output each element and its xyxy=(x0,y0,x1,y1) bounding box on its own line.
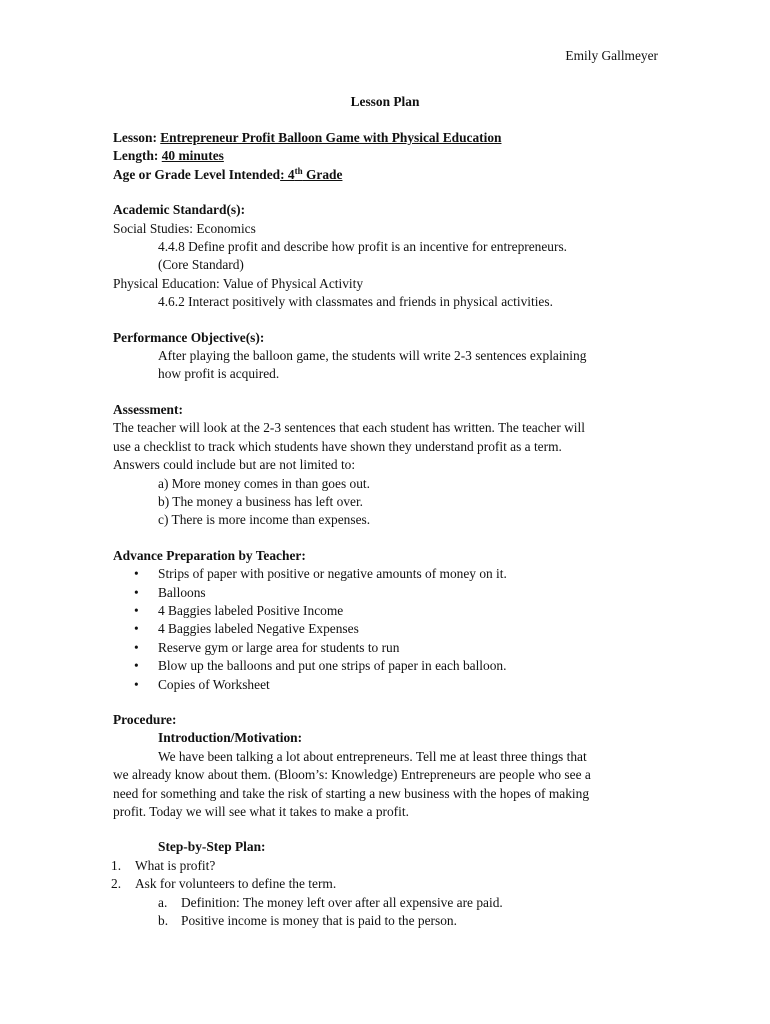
step-heading: Step-by-Step Plan: xyxy=(158,839,266,855)
bullet-icon: • xyxy=(134,676,139,692)
assessment-line-1: The teacher will look at the 2-3 sentences that each student has written. The teacher will xyxy=(113,420,585,436)
procedure-heading: Procedure: xyxy=(113,711,177,727)
list-item: • 4 Baggies labeled Positive Income xyxy=(113,602,658,620)
assessment-answer-a: a) More money comes in than goes out. xyxy=(158,475,370,491)
assessment-line-2: use a checklist to track which students have shown they understand profit as a term. xyxy=(113,438,562,454)
intro-heading: Introduction/Motivation: xyxy=(158,730,303,746)
assessment-answer-b: b) The money a business has left over. xyxy=(158,493,364,509)
length-value: 40 minutes xyxy=(161,148,224,164)
bullet-icon: • xyxy=(134,639,139,655)
list-item: b. Positive income is money that is paid to the person. xyxy=(158,913,457,929)
intro-line-3: need for something and take the risk of starting a new business with the hopes of making xyxy=(113,785,590,801)
intro-line-4: profit. Today we will see what it takes to make a profit. xyxy=(113,804,409,819)
length-line xyxy=(113,147,658,165)
performance-heading: Performance Objective(s): xyxy=(113,329,265,345)
assessment-line-3: Answers could include but are not limited to: xyxy=(113,457,356,473)
lesson-value: Entrepreneur Profit Balloon Game with Physical Education xyxy=(160,130,502,145)
social-studies-line: Social Studies: Economics xyxy=(113,220,256,236)
list-item: • Blow up the balloons and put one strips of paper in each balloon. xyxy=(113,657,658,675)
bullet-icon: • xyxy=(134,584,139,600)
list-item: 2. Ask for volunteers to define the term. xyxy=(111,876,337,892)
performance-line-2: how profit is acquired. xyxy=(158,366,280,382)
length-label: Length: xyxy=(113,148,162,164)
list-item: a. Definition: The money left over after all expensive are paid. xyxy=(158,894,503,910)
standard-1: 4.4.8 Define profit and describe how profit is an incentive for entrepreneurs. xyxy=(158,239,568,255)
standard-1-note: (Core Standard) xyxy=(158,257,244,273)
lesson-content xyxy=(113,129,658,930)
grade-suffix: Grade xyxy=(302,166,343,182)
bullet-icon: • xyxy=(134,621,139,637)
list-item: • Strips of paper with positive or negative amounts of money on it. xyxy=(113,565,658,583)
assessment-heading: Assessment: xyxy=(113,401,183,417)
advance-list xyxy=(113,565,658,694)
grade-label: Age or Grade Level Intended xyxy=(113,166,281,182)
bullet-icon: • xyxy=(134,566,139,582)
academic-heading: Academic Standard(s): xyxy=(113,202,246,218)
list-item: • Reserve gym or large area for students to run xyxy=(113,639,658,657)
author-name: Emily Gallmeyer xyxy=(565,48,658,63)
physical-education-line: Physical Education: Value of Physical Activity xyxy=(113,275,364,291)
list-item: 1. What is profit? xyxy=(111,857,216,873)
performance-line-1: After playing the balloon game, the students will write 2-3 sentences explaining xyxy=(158,348,587,364)
list-item: • Balloons xyxy=(113,584,658,602)
lesson-label: Lesson: xyxy=(113,130,161,145)
page-title: Lesson Plan xyxy=(350,94,420,109)
grade-superscript: th xyxy=(294,165,303,176)
bullet-icon: • xyxy=(134,602,139,618)
list-item: • Copies of Worksheet xyxy=(113,676,658,694)
list-item: • 4 Baggies labeled Negative Expenses xyxy=(113,620,658,638)
intro-line-2: we already know about them. (Bloom’s: Knowledge) Entrepreneurs are people who see a xyxy=(113,767,591,783)
grade-line xyxy=(113,166,658,184)
assessment-answer-c: c) There is more income than expenses. xyxy=(158,512,371,528)
lesson-line xyxy=(113,129,658,147)
intro-line-1: We have been talking a lot about entrepreneurs. Tell me at least three things that xyxy=(158,748,587,764)
standard-2: 4.6.2 Interact positively with classmates and friends in physical activities. xyxy=(158,294,553,310)
bullet-icon: • xyxy=(134,658,139,674)
advance-heading: Advance Preparation by Teacher: xyxy=(113,547,306,563)
grade-value: : 4 xyxy=(280,166,295,182)
